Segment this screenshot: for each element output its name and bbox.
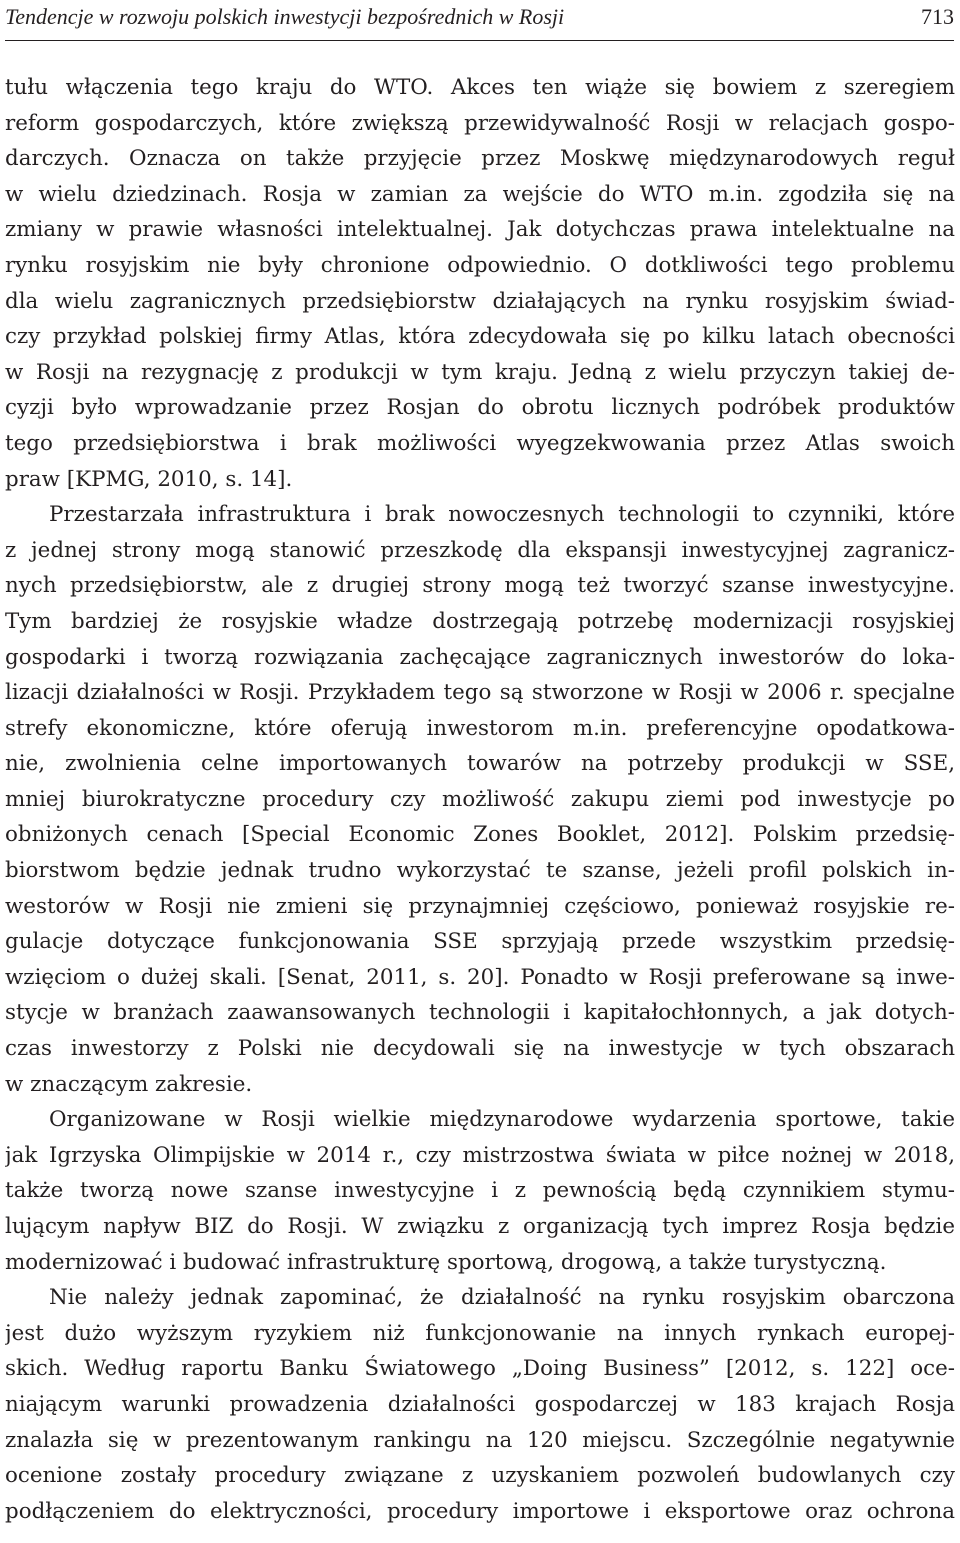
- text-line: jak Igrzyska Olimpijskie w 2014 r., czy mistrzostwa świata w piłce nożnej w 2018,: [5, 1142, 955, 1168]
- running-title: Tendencje w rozwoju polskich inwestycji bezpośrednich w Rosji: [5, 4, 565, 29]
- text-line: mniej biurokratyczne procedury czy możliwość zakupu ziemi pod inwestycje po: [5, 786, 955, 812]
- text-line: tego przedsiębiorstwa i brak możliwości wyegzekwowania przez Atlas swoich: [5, 430, 955, 456]
- text-line: Tym bardziej że rosyjskie władze dostrzegają potrzebę modernizacji rosyjskiej: [5, 608, 955, 634]
- text-line: jest dużo wyższym ryzykiem niż funkcjonowanie na innych rynkach europej-: [5, 1320, 955, 1346]
- text-line: nie, zwolnienia celne importowanych towarów na potrzeby produkcji w SSE,: [5, 751, 955, 777]
- text-line: z jednej strony mogą stanowić przeszkodę dla ekspansji inwestycyjnej zagranicz-: [5, 537, 955, 563]
- text-line: stycje w branżach zaawansowanych technologii i kapitałochłonnych, a jak dotych-: [5, 1000, 955, 1026]
- text-line: niającym warunki prowadzenia działalności gospodarczej w 183 krajach Rosja: [5, 1391, 955, 1417]
- text-line: ocenione zostały procedury związane z uzyskaniem pozwoleń budowlanych czy: [5, 1463, 955, 1489]
- text-line: nych przedsiębiorstw, ale z drugiej strony mogą też tworzyć szanse inwestycyjne.: [5, 573, 955, 599]
- text-line: darczych. Oznacza on także przyjęcie przez Moskwę międzynarodowych reguł: [5, 146, 955, 172]
- text-line: czas inwestorzy z Polski nie decydowali się na inwestycje w tych obszarach: [5, 1036, 955, 1062]
- text-line: czy przykład polskiej firmy Atlas, która zdecydowała się po kilku latach obecności: [5, 324, 955, 350]
- text-line: w wielu dziedzinach. Rosja w zamian za wejście do WTO m.in. zgodziła się na: [5, 181, 955, 207]
- text-line: obniżonych cenach [Special Economic Zones Booklet, 2012]. Polskim przedsię-: [5, 822, 955, 848]
- text-line: lującym napływ BIZ do Rosji. W związku z organizacją tych imprez Rosja będzie: [5, 1214, 955, 1239]
- text-line: Organizowane w Rosji wielkie międzynarodowe wydarzenia sportowe, takie: [49, 1107, 955, 1133]
- text-line: także tworzą nowe szanse inwestycyjne i z pewnością będą czynnikiem stymu-: [5, 1178, 955, 1204]
- text-line: cyzji było wprowadzanie przez Rosjan do obrotu licznych podróbek produktów: [5, 395, 955, 421]
- text-line: westorów w Rosji nie zmieni się przynajmniej częściowo, ponieważ rosyjskie re-: [5, 893, 955, 919]
- text-line: w Rosji na rezygnację z produkcji w tym kraju. Jedną z wielu przyczyn takiej de-: [5, 359, 955, 385]
- page-number: 713: [921, 4, 954, 29]
- text-line: Nie należy jednak zapominać, że działalność na rynku rosyjskim obarczona: [49, 1285, 955, 1311]
- text-line: praw [KPMG, 2010, s. 14].: [5, 466, 293, 492]
- text-line: podłączeniem do elektryczności, procedury importowe i eksportowe oraz ochrona: [5, 1498, 955, 1524]
- text-line: tułu włączenia tego kraju do WTO. Akces ten wiąże się bowiem z szeregiem: [5, 75, 955, 100]
- text-line: modernizować i budować infrastrukturę sportową, drogową, a także turystyczną.: [5, 1249, 887, 1275]
- text-line: reform gospodarczych, które zwiększą przewidywalność Rosji w relacjach gospo-: [5, 110, 955, 136]
- body-text: [5, 70, 955, 1529]
- text-line: biorstwom będzie jednak trudno wykorzystać te szanse, jeżeli profil polskich in-: [5, 858, 955, 884]
- text-line: rynku rosyjskim nie były chronione odpowiednio. O dotkliwości tego problemu: [5, 252, 955, 278]
- text-line: gospodarki i tworzą rozwiązania zachęcające zagranicznych inwestorów do loka-: [5, 644, 955, 670]
- text-line: dla wielu zagranicznych przedsiębiorstw działających na rynku rosyjskim świad-: [5, 288, 955, 314]
- text-line: wzięciom o dużej skali. [Senat, 2011, s. 20]. Ponadto w Rosji preferowane są inwe-: [5, 964, 955, 990]
- text-line: lizacji działalności w Rosji. Przykładem tego są stworzone w Rosji w 2006 r. specjalne: [5, 680, 955, 706]
- text-line: skich. Według raportu Banku Światowego „Doing Business” [2012, s. 122] oce-: [5, 1356, 955, 1382]
- text-line: strefy ekonomiczne, które oferują inwestorom m.in. preferencyjne opodatkowa-: [5, 715, 955, 741]
- text-line: Przestarzała infrastruktura i brak nowoczesnych technologii to czynniki, które: [49, 502, 955, 528]
- text-line: gulacje dotyczące funkcjonowania SSE sprzyjają przede wszystkim przedsię-: [5, 929, 955, 955]
- text-line: w znaczącym zakresie.: [5, 1071, 253, 1097]
- text-line: zmiany w prawie własności intelektualnej. Jak dotychczas prawa intelektualne na: [5, 217, 955, 243]
- text-line: znalazła się w prezentowanym rankingu na 120 miejscu. Szczególnie negatywnie: [5, 1427, 955, 1453]
- running-header: [5, 0, 954, 41]
